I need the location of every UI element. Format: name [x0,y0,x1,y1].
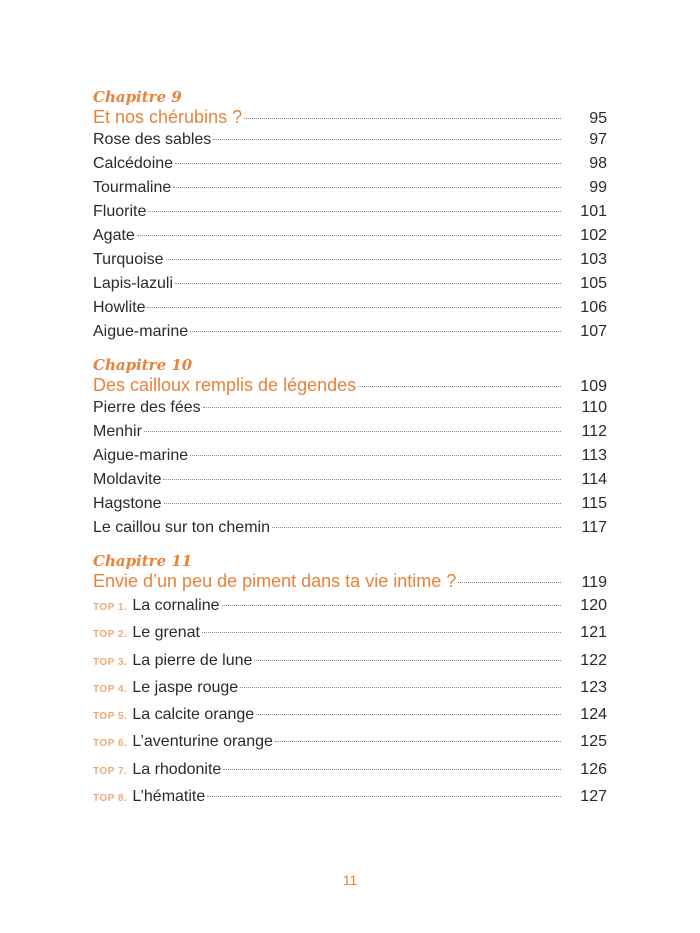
chapter-title-row[interactable] [93,570,607,592]
page-ref: 120 [580,597,607,614]
page-ref: 106 [580,299,607,316]
top-rank-tag: TOP 8. [93,793,128,805]
chapter-label: Chapitre 11 [93,552,193,570]
chapter-title: Envie d’un peu de piment dans ta vie intime ? [93,571,457,591]
page-ref: 97 [589,131,607,148]
top-rank-tag: TOP 2. [93,629,128,641]
toc-entry[interactable] [93,272,607,296]
dot-leader [175,283,561,284]
toc-entry[interactable] [93,296,607,320]
toc-entry-top[interactable] [93,783,607,810]
entry-label: Turquoise [93,251,164,268]
entry-label: Rose des sables [93,131,212,148]
entry-label: Aigue-marine [93,323,189,340]
chapter-label: Chapitre 9 [93,88,182,106]
dot-leader [256,714,561,715]
dot-leader [203,407,561,408]
page-ref: 110 [581,399,607,416]
entry-label: Aigue-marine [93,447,189,464]
toc-entry[interactable] [93,152,607,176]
page-ref: 95 [589,110,607,127]
toc-entry-top[interactable] [93,592,607,619]
table-of-contents [93,88,607,822]
entry-label: Le caillou sur ton chemin [93,519,270,536]
page-ref: 125 [580,733,607,751]
dot-leader [358,386,561,387]
entry-label: La rhodonite [132,760,222,778]
toc-entry-top[interactable] [93,728,607,755]
entry-label: Le jaspe rouge [132,678,239,696]
dot-leader [175,163,561,164]
dot-leader [190,331,561,332]
toc-entry-top[interactable] [93,701,607,728]
entry-label: L’hématite [132,788,206,806]
page-ref: 126 [580,760,607,778]
chapter-title-row[interactable] [93,106,607,128]
entry-label: L’aventurine orange [132,733,273,751]
page-ref: 127 [580,788,607,806]
entry-label: Tourmaline [93,179,172,196]
page-ref: 102 [580,227,607,244]
chapter-11 [93,552,607,810]
dot-leader [164,503,562,504]
page-ref: 107 [580,323,607,340]
dot-leader [147,307,561,308]
dot-leader [144,431,561,432]
dot-leader [148,211,561,212]
toc-entry[interactable] [93,468,607,492]
entry-label: Fluorite [93,203,147,220]
entry-label: La pierre de lune [132,651,253,669]
page-ref: 101 [580,203,607,220]
chapter-9 [93,88,607,344]
chapter-label: Chapitre 10 [93,356,193,374]
dot-leader [207,796,561,797]
dot-leader [163,479,561,480]
toc-entry[interactable] [93,200,607,224]
page-ref: 105 [580,275,607,292]
entry-label: Calcédoine [93,155,174,172]
dot-leader [223,769,561,770]
toc-entry-top[interactable] [93,619,607,646]
toc-entry[interactable] [93,396,607,420]
page-number: 11 [342,872,358,888]
toc-entry[interactable] [93,320,607,344]
dot-leader [272,527,561,528]
toc-entry[interactable] [93,176,607,200]
entry-label: La cornaline [132,597,220,614]
toc-entry[interactable] [93,224,607,248]
page-ref: 123 [580,678,607,696]
dot-leader [254,660,561,661]
chapter-title-row[interactable] [93,374,607,396]
top-rank-tag: TOP 3. [93,656,128,668]
dot-leader [173,187,561,188]
page-ref: 109 [580,378,607,395]
toc-entry[interactable] [93,444,607,468]
top-rank-tag: TOP 7. [93,765,128,777]
dot-leader [190,455,561,456]
entry-label: Pierre des fées [93,399,201,416]
page-ref: 98 [589,155,607,172]
toc-entry[interactable] [93,420,607,444]
toc-entry[interactable] [93,516,607,540]
dot-leader [202,632,561,633]
entry-label: Agate [93,227,135,244]
top-rank-tag: TOP 1. [93,602,128,613]
entry-label: Howlite [93,299,146,316]
toc-entry[interactable] [93,128,607,152]
entry-label: Le grenat [132,624,200,642]
dot-leader [213,139,561,140]
top-rank-tag: TOP 6. [93,738,128,750]
page-ref: 113 [581,447,607,464]
page-ref: 99 [589,179,607,196]
dot-leader [137,235,561,236]
entry-label: La calcite orange [132,706,255,724]
page-ref: 114 [581,471,607,488]
toc-entry-top[interactable] [93,756,607,783]
page-ref: 119 [581,574,607,591]
toc-entry[interactable] [93,492,607,516]
page-ref: 103 [580,251,607,268]
page-ref: 122 [580,651,607,669]
page-ref: 121 [580,624,607,642]
toc-entry[interactable] [93,248,607,272]
page-ref: 112 [581,423,607,440]
page-ref: 117 [581,519,607,536]
page-ref: 124 [580,706,607,724]
entry-label: Menhir [93,423,142,440]
top-rank-tag: TOP 5. [93,711,128,723]
dot-leader [240,687,561,688]
dot-leader [458,582,561,583]
entry-label: Lapis-lazuli [93,275,174,292]
dot-leader [166,259,561,260]
dot-leader [244,118,561,119]
dot-leader [275,741,561,742]
toc-entry-top[interactable] [93,674,607,701]
dot-leader [222,605,562,606]
chapter-title: Des cailloux remplis de légendes [93,375,357,395]
chapter-10 [93,356,607,540]
entry-label: Hagstone [93,495,162,512]
chapter-title: Et nos chérubins ? [93,107,243,127]
page-ref: 115 [581,495,607,512]
entry-label: Moldavite [93,471,162,488]
toc-entry-top[interactable] [93,647,607,674]
top-rank-tag: TOP 4. [93,683,128,695]
